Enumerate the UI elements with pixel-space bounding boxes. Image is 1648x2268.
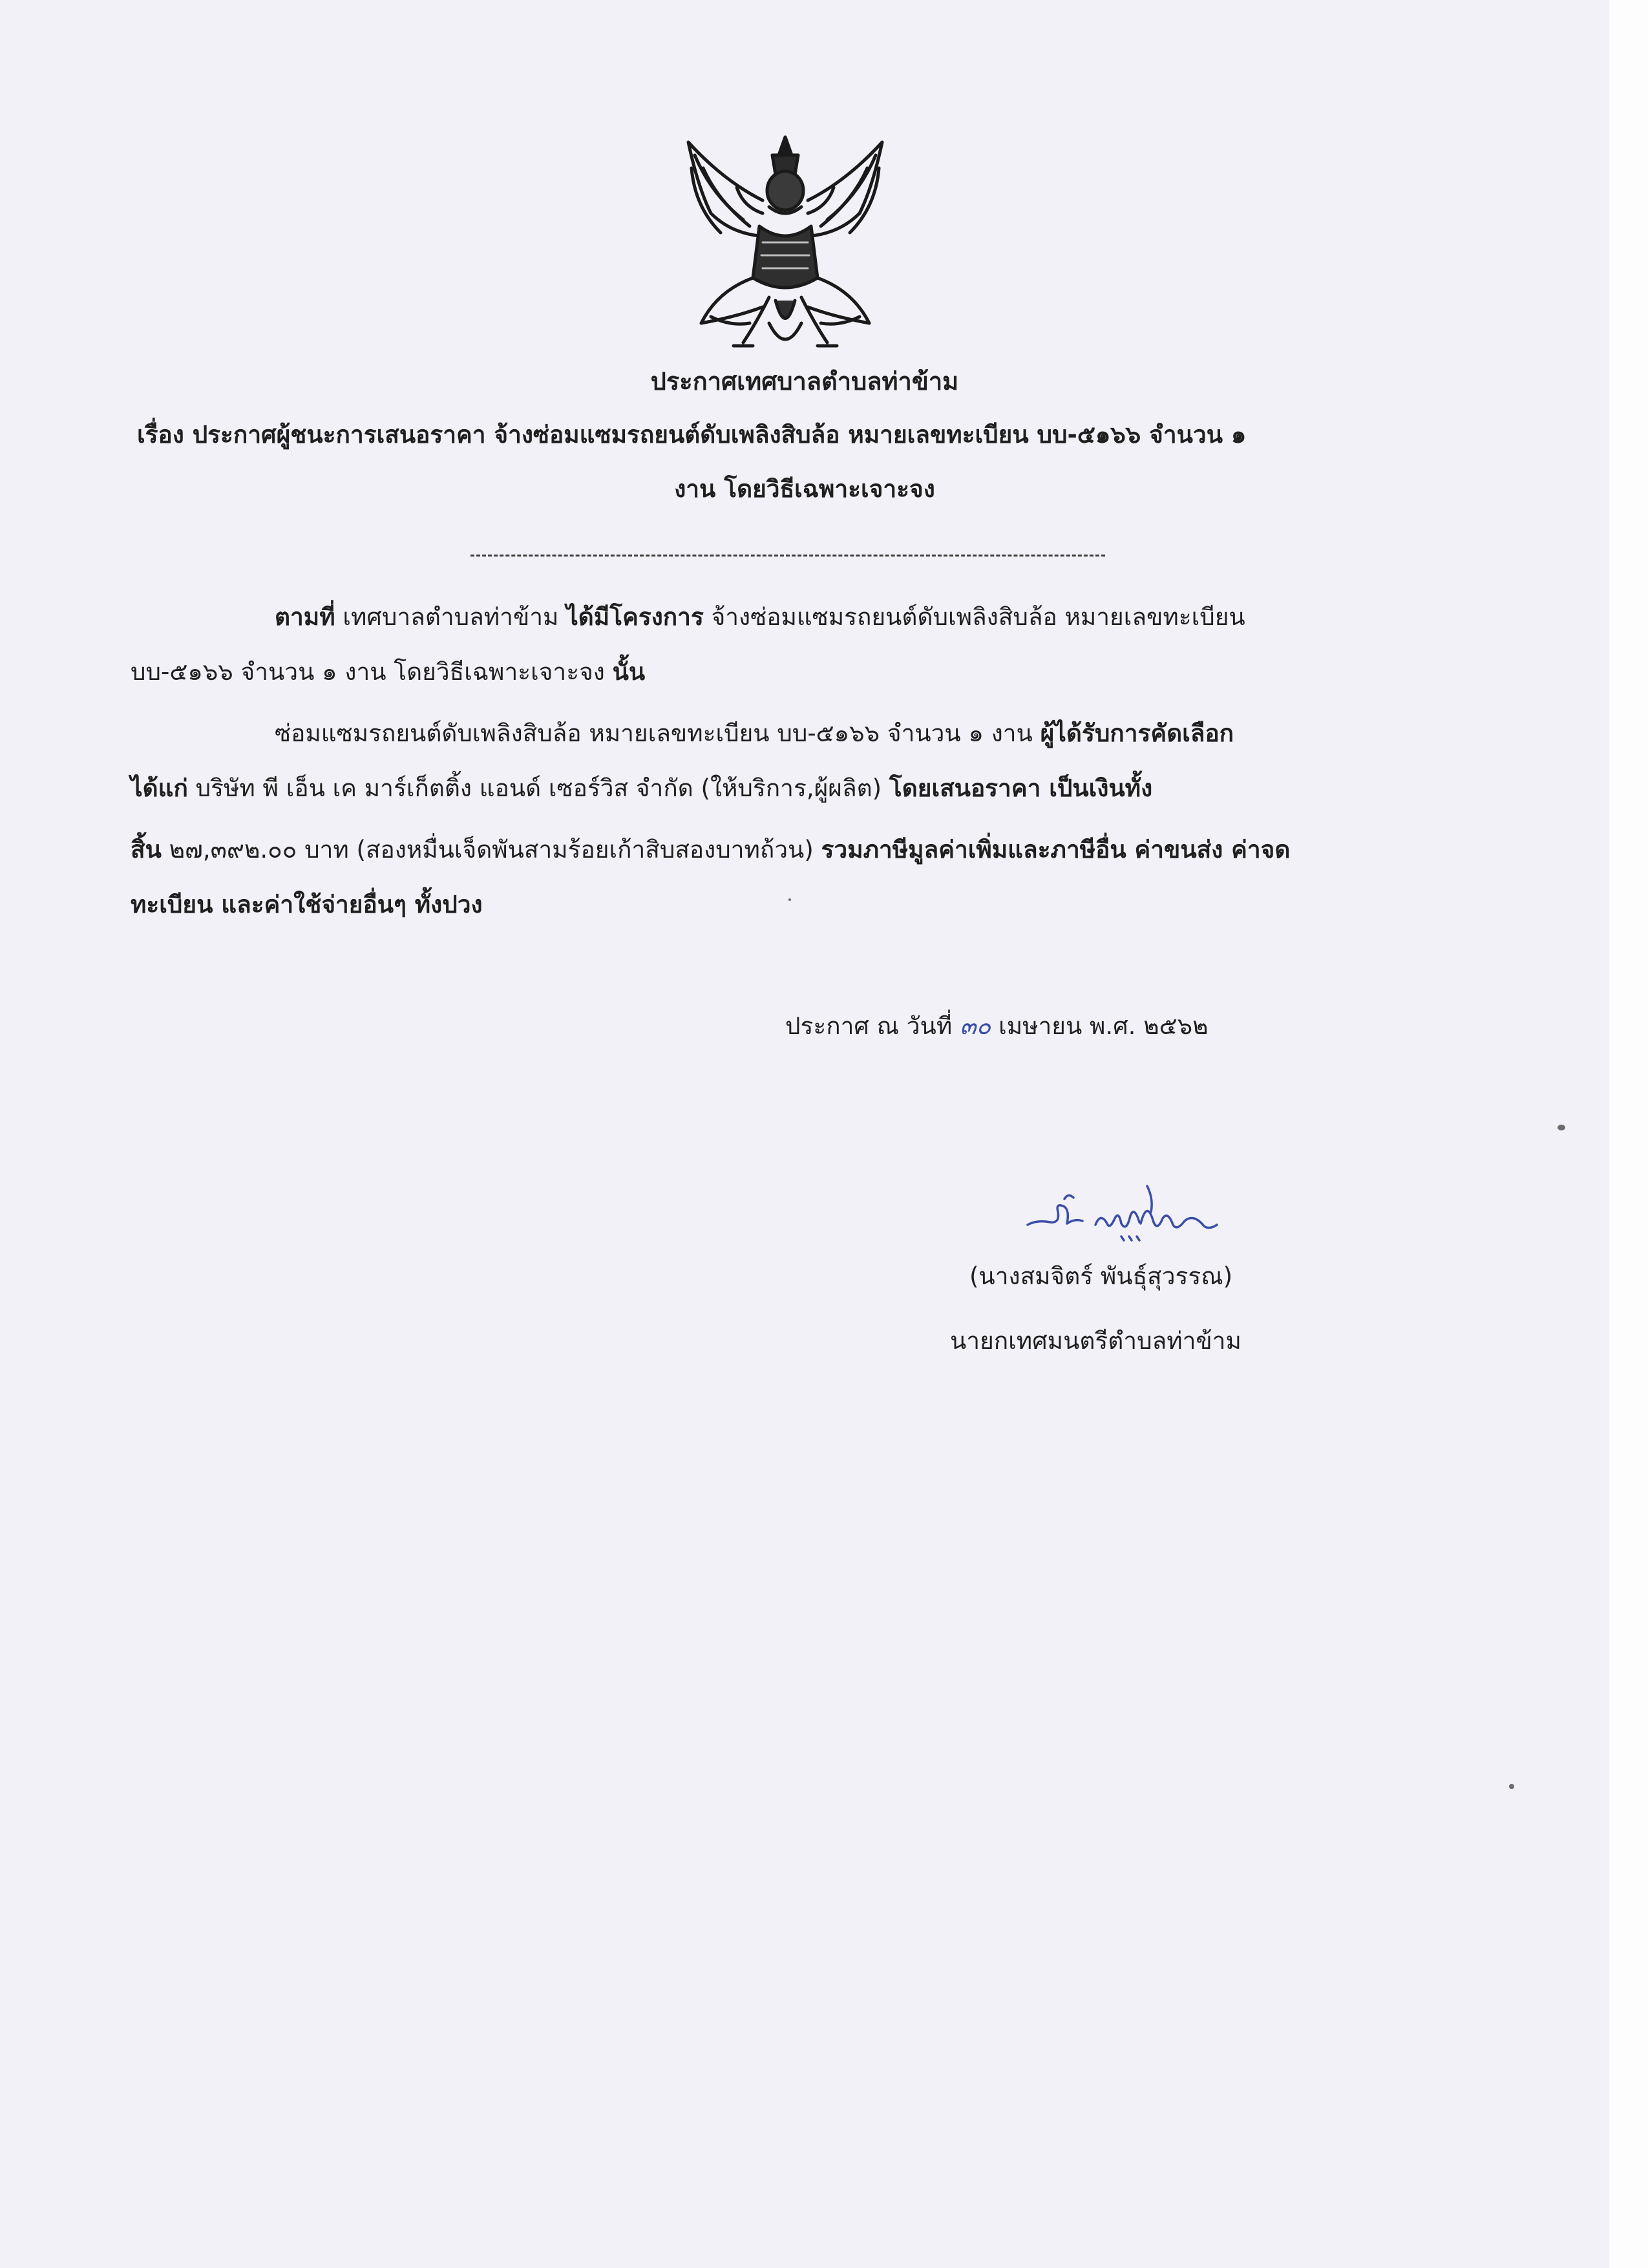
paragraph-2-line-2 — [131, 769, 1152, 808]
announcement-heading: ประกาศเทศบาลตำบลท่าข้าม — [650, 367, 959, 396]
subject-line-1: เรื่อง ประกาศผู้ชนะการเสนอราคา จ้างซ่อมแซมรถยนต์ดับเพลิงสิบล้อ หมายเลขทะเบียน บบ-๕๑๖๖ จำนวน ๑ — [137, 421, 1247, 449]
garuda-emblem-icon — [672, 129, 898, 362]
paragraph-2-line-1 — [275, 714, 1234, 753]
paragraph-2-line-3 — [131, 831, 1290, 869]
text-run: ซ่อมแซมรถยนต์ดับเพลิงสิบล้อ หมายเลขทะเบียน บบ-๕๑๖๖ จำนวน ๑ งาน — [275, 719, 1041, 747]
text-run: จ้างซ่อมแซมรถยนต์ดับเพลิงสิบล้อ หมายเลขทะเบียน — [703, 603, 1245, 631]
text-bold: รวมภาษีมูลค่าเพิ่มและภาษีอื่น ค่าขนส่ง ค่าจด — [821, 836, 1291, 864]
text-run: บริษัท พี เอ็น เค มาร์เก็ตติ้ง แอนด์ เซอร์วิส จำกัด (ให้บริการ,ผู้ผลิต) — [187, 774, 889, 802]
signature-mark — [1024, 1173, 1218, 1251]
text-run: เทศบาลตำบลท่าข้าม — [335, 603, 567, 631]
text-run: ๒๗,๓๙๒.๐๐ บาท (สองหมื่นเจ็ดพันสามร้อยเก้าสิบสองบาทถ้วน) — [161, 836, 821, 864]
signer-title: นายกเทศมนตรีตำบลท่าข้าม — [950, 1327, 1241, 1355]
text-bold: สิ้น — [131, 836, 162, 864]
dashed-divider — [470, 555, 1105, 556]
signer-name: (นางสมจิตร์ พันธุ์สุวรรณ) — [969, 1262, 1233, 1290]
scan-speck — [788, 898, 791, 901]
subject-line-2: งาน โดยวิธีเฉพาะเจาะจง — [674, 475, 935, 503]
date-suffix: เมษายน พ.ศ. ๒๕๖๒ — [998, 1012, 1209, 1040]
text-bold: ได้มีโครงการ — [566, 603, 704, 631]
scan-speck — [1509, 1784, 1514, 1789]
text-bold: โดยเสนอราคา เป็นเงินทั้ง — [889, 774, 1153, 802]
announcement-date — [785, 1007, 1208, 1046]
date-day-handwritten: ๓๐ — [960, 1012, 991, 1040]
text-bold: ได้แก่ — [131, 774, 188, 802]
text-bold: ตามที่ — [275, 603, 335, 631]
text-bold: นั้น — [612, 658, 646, 686]
text-bold: ผู้ได้รับการคัดเลือก — [1040, 719, 1234, 747]
paragraph-2-line-4: ทะเบียน และค่าใช้จ่ายอื่นๆ ทั้งปวง — [131, 891, 483, 918]
scan-edge — [1609, 0, 1648, 2268]
paragraph-1-line-2 — [131, 653, 645, 692]
paragraph-1-line-1 — [275, 598, 1245, 637]
text-run: บบ-๕๑๖๖ จำนวน ๑ งาน โดยวิธีเฉพาะเจาะจง — [131, 658, 613, 686]
scan-speck — [1558, 1125, 1565, 1130]
date-prefix: ประกาศ ณ วันที่ — [785, 1012, 953, 1040]
